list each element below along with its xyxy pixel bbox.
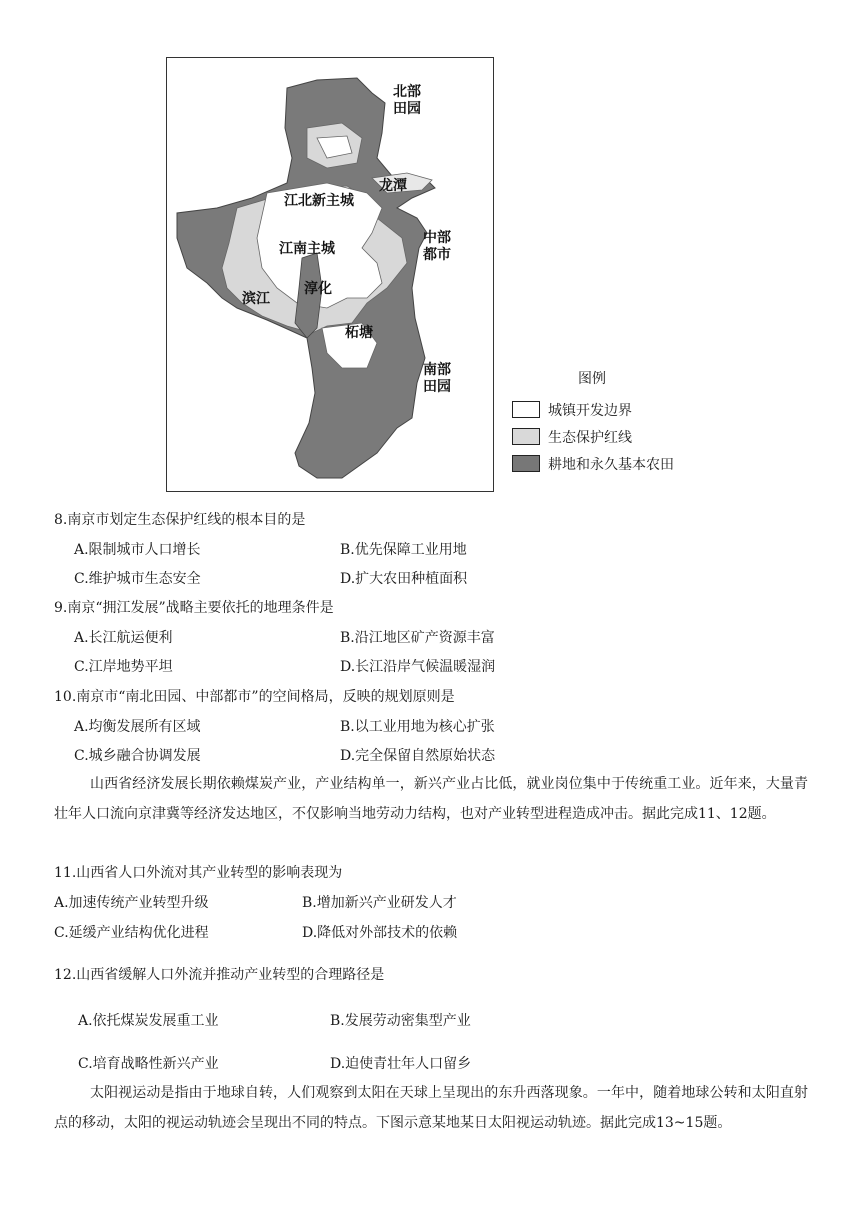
map-label-longtan: 龙潭 bbox=[379, 178, 407, 194]
q12-option-c[interactable]: C.培育战略性新兴产业 bbox=[78, 1056, 219, 1072]
q8-option-a[interactable]: A.限制城市人口增长 bbox=[74, 542, 201, 558]
q12-option-d[interactable]: D.迫使青壮年人口留乡 bbox=[330, 1056, 472, 1072]
map-label-binjiang: 滨江 bbox=[242, 291, 270, 307]
map-label-central-city: 中部 都市 bbox=[423, 230, 451, 263]
q12-option-b[interactable]: B.发展劳动密集型产业 bbox=[330, 1013, 471, 1029]
q9-option-a[interactable]: A.长江航运便利 bbox=[74, 630, 173, 646]
question-8-stem: 8.南京市划定生态保护红线的根本目的是 bbox=[54, 512, 306, 528]
q10-option-b[interactable]: B.以工业用地为核心扩张 bbox=[340, 719, 495, 735]
map-label-jiangbei: 江北新主城 bbox=[284, 193, 354, 209]
q10-option-a[interactable]: A.均衡发展所有区域 bbox=[74, 719, 201, 735]
map-label-chunhua: 淳化 bbox=[304, 281, 332, 297]
q8-option-d[interactable]: D.扩大农田种植面积 bbox=[340, 571, 468, 587]
q10-option-c[interactable]: C.城乡融合协调发展 bbox=[74, 748, 201, 764]
nanjing-map bbox=[166, 57, 494, 492]
legend-item bbox=[512, 450, 732, 477]
q8-option-c[interactable]: C.维护城市生态安全 bbox=[74, 571, 201, 587]
question-12-stem: 12.山西省缓解人口外流并推动产业转型的合理路径是 bbox=[54, 967, 385, 983]
q11-option-c[interactable]: C.延缓产业结构优化进程 bbox=[54, 925, 209, 941]
map-label-jiangnan: 江南主城 bbox=[279, 241, 335, 257]
legend-label: 城镇开发边界 bbox=[548, 402, 632, 419]
q11-option-d[interactable]: D.降低对外部技术的依赖 bbox=[302, 925, 458, 941]
legend-title: 图例 bbox=[578, 371, 606, 387]
q11-option-b[interactable]: B.增加新兴产业研发人才 bbox=[302, 895, 457, 911]
q9-option-d[interactable]: D.长江沿岸气候温暖湿润 bbox=[340, 659, 496, 675]
map-legend bbox=[512, 368, 732, 477]
legend-item bbox=[512, 396, 732, 423]
question-10-stem: 10.南京市“南北田园、中部都市”的空间格局，反映的规划原则是 bbox=[54, 689, 455, 705]
legend-swatch-farmland bbox=[512, 455, 540, 472]
question-11-stem: 11.山西省人口外流对其产业转型的影响表现为 bbox=[54, 865, 343, 881]
q9-option-c[interactable]: C.江岸地势平坦 bbox=[74, 659, 173, 675]
q10-option-d[interactable]: D.完全保留自然原始状态 bbox=[340, 748, 496, 764]
legend-swatch-urban bbox=[512, 401, 540, 418]
legend-label: 生态保护红线 bbox=[548, 429, 632, 446]
legend-swatch-ecology bbox=[512, 428, 540, 445]
map-graphic bbox=[167, 58, 493, 491]
q9-option-b[interactable]: B.沿江地区矿产资源丰富 bbox=[340, 630, 495, 646]
legend-item bbox=[512, 423, 732, 450]
map-label-zhetang: 柘塘 bbox=[345, 325, 373, 341]
map-label-north-farmland: 北部 田园 bbox=[393, 84, 421, 117]
q8-option-b[interactable]: B.优先保障工业用地 bbox=[340, 542, 467, 558]
legend-label: 耕地和永久基本农田 bbox=[548, 456, 674, 473]
passage-shanxi: 山西省经济发展长期依赖煤炭产业，产业结构单一，新兴产业占比低，就业岗位集中于传统重工业。近年来，大量青壮年人口流向京津冀等经济发达地区，不仅影响当地劳动力结构，也对产业转型进程造成冲击。据此完成11、12题。 bbox=[54, 776, 808, 822]
map-label-south-farmland: 南部 田园 bbox=[423, 362, 451, 395]
q11-option-a[interactable]: A.加速传统产业转型升级 bbox=[54, 895, 209, 911]
question-9-stem: 9.南京“拥江发展”战略主要依托的地理条件是 bbox=[54, 600, 334, 616]
q12-option-a[interactable]: A.依托煤炭发展重工业 bbox=[78, 1013, 219, 1029]
passage-sun-motion: 太阳视运动是指由于地球自转，人们观察到太阳在天球上呈现出的东升西落现象。一年中，随着地球公转和太阳直射点的移动，太阳的视运动轨迹会呈现出不同的特点。下图示意某地某日太阳视运动轨迹。据此完成13~15题。 bbox=[54, 1085, 808, 1131]
